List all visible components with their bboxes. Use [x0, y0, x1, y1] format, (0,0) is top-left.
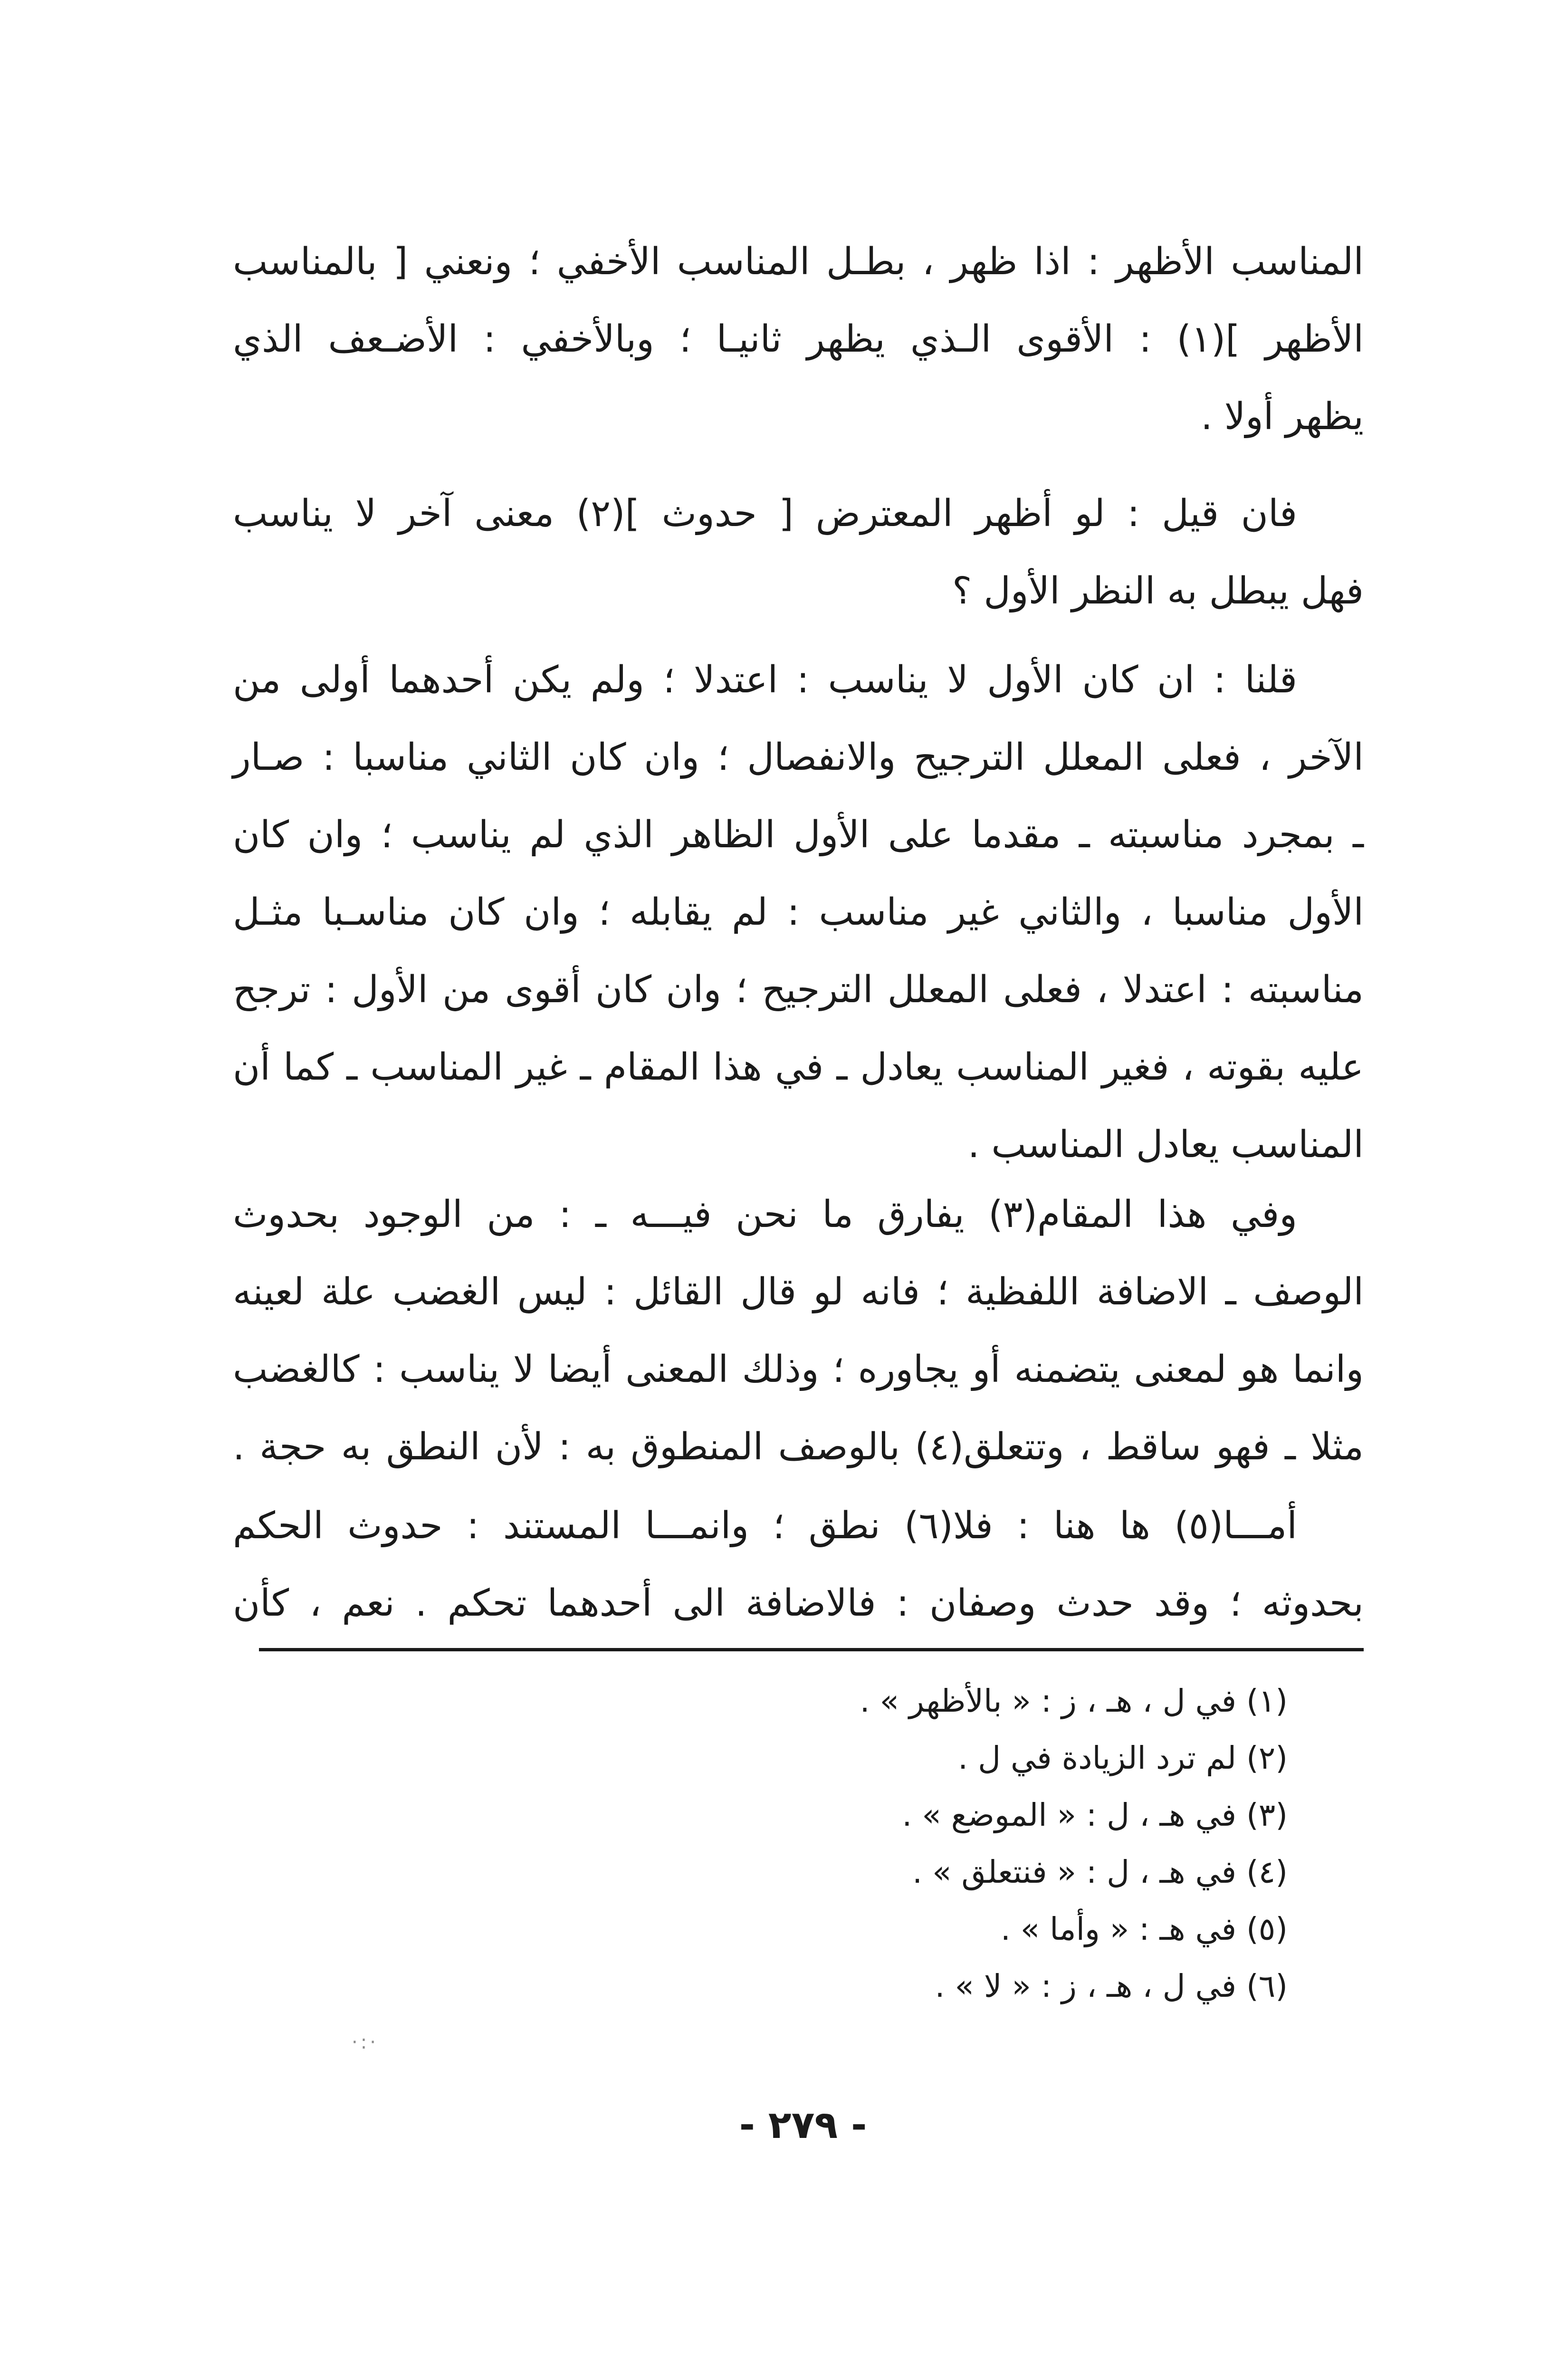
text-line: مناسبته : اعتدلا ، فعلى المعلل الترجيح ؛ وان كان أقوى من الأول : ترجح [233, 968, 1364, 1011]
footnote-4: (٤) في هـ ، ل : « فنتعلق » . [912, 1854, 1288, 1890]
text-line: وانما هو لمعنى يتضمنه أو يجاوره ؛ وذلك المعنى أيضا لا يناسب : كالغضب [233, 1348, 1364, 1391]
text-line: مثلا ـ فهو ساقط ، وتتعلق(٤) بالوصف المنطوق به : لأن النطق به حجة . [233, 1426, 1364, 1468]
footnote-5: (٥) في هـ : « وأما » . [1000, 1911, 1288, 1947]
footnote-divider [259, 1648, 1364, 1651]
paragraph-4 [233, 1176, 1364, 1486]
paragraph-1 [233, 223, 1364, 456]
page-number: - ٢٧٩ - [739, 2103, 867, 2147]
text-line: يظهر أولا . [1201, 395, 1364, 438]
footnote-3: (٣) في هـ ، ل : « الموضع » . [902, 1797, 1288, 1833]
text-line: الآخر ، فعلى المعلل الترجيح والانفصال ؛ وان كان الثاني مناسبا : صـار [233, 736, 1364, 779]
text-line: الأظهر ](١) : الأقوى الـذي يظهر ثانيـا ؛ وبالأخفي : الأضـعف الذي [233, 318, 1364, 361]
text-line: فهل يبطل به النظر الأول ؟ [952, 570, 1364, 613]
text-line: قلنا : ان كان الأول لا يناسب : اعتدلا ؛ ولم يكن أحدهما أولى من [233, 659, 1297, 701]
text-line: بحدوثه ؛ وقد حدث وصفان : فالاضافة الى أحدهما تحكم . نعم ، كأن [233, 1582, 1364, 1625]
footnote-1: (١) في ل ، هـ ، ز : « بالأظهر » . [860, 1683, 1288, 1719]
text-line: الوصف ـ الاضافة اللفظية ؛ فانه لو قال القائل : ليس الغضب علة لعينه [233, 1271, 1364, 1313]
text-line: وفي هذا المقام(٣) يفارق ما نحن فيـــه ـ : من الوجود بحدوث [233, 1193, 1298, 1236]
scan-speck-mark: ·:· [352, 2031, 379, 2053]
text-line: فان قيل : لو أظهر المعترض [ حدوث ](٢) معنى آخر لا يناسب [233, 492, 1298, 535]
text-line: أمـــا(٥) ها هنا : فلا(٦) نطق ؛ وانمـــا المستند : حدوث الحكم [233, 1504, 1297, 1547]
text-line: عليه بقوته ، فغير المناسب يعادل ـ في هذا المقام ـ غير المناسب ـ كما أن [233, 1046, 1364, 1089]
paragraph-2 [233, 475, 1364, 630]
footnote-6: (٦) في ل ، هـ ، ز : « لا » . [935, 1968, 1288, 2004]
footnotes [713, 1673, 1288, 2015]
text-line: المناسب يعادل المناسب . [967, 1123, 1364, 1166]
paragraph-5 [233, 1487, 1364, 1642]
footnote-2: (٢) لم ترد الزيادة في ل . [958, 1740, 1288, 1776]
text-line: ـ بمجرد مناسبته ـ مقدما على الأول الظاهر الذي لم يناسب ؛ وان كان [233, 814, 1364, 856]
paragraph-3 [233, 642, 1364, 1184]
text-line: الأول مناسبا ، والثاني غير مناسب : لم يقابله ؛ وان كان مناسـبا مثـل [233, 891, 1364, 934]
text-line: المناسب الأظهر : اذا ظهر ، بطـل المناسب الأخفي ؛ ونعني [ بالمناسب [233, 240, 1364, 283]
